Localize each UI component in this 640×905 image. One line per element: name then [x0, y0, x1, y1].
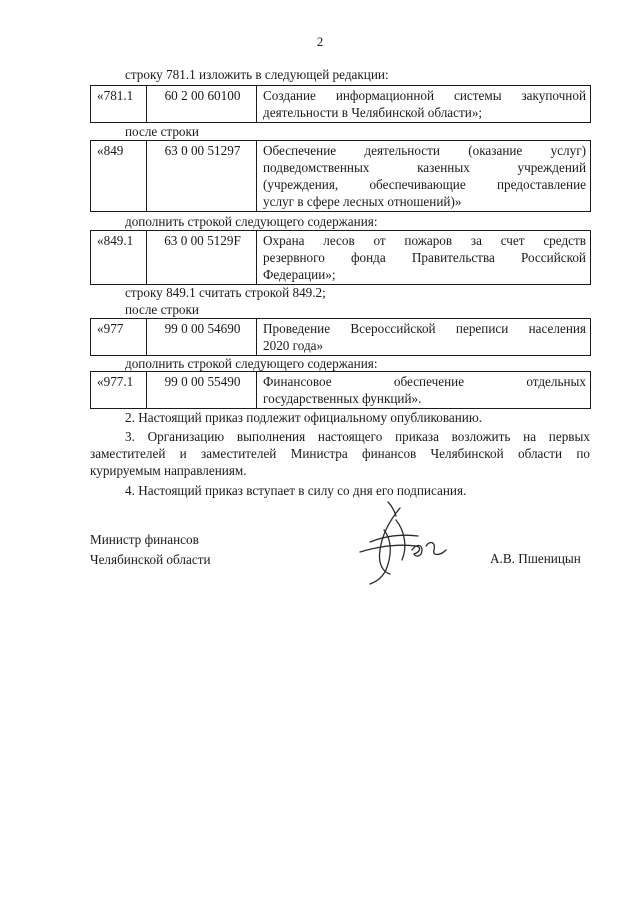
description-line: государственных функций».	[263, 391, 422, 406]
row-code: «781.1	[91, 86, 147, 123]
item-2: 2. Настоящий приказ подлежит официальному опубликованию.	[125, 410, 483, 425]
instruction-781: строку 781.1 изложить в следующей редакции:	[125, 67, 389, 82]
description-line: Федерации»;	[263, 267, 336, 282]
description-line: деятельности в Челябинской области»;	[263, 105, 483, 120]
row-description	[257, 319, 591, 356]
row-code: «849.1	[91, 231, 147, 285]
signature-stroke	[388, 502, 396, 516]
description-line: Обеспечение деятельности (оказание услуг)	[263, 143, 586, 158]
signature-stroke	[412, 546, 422, 557]
row-csr: 63 0 00 5129F	[147, 231, 257, 285]
handwritten-signature	[330, 500, 460, 590]
row-csr: 99 0 00 55490	[147, 372, 257, 409]
row-code: «849	[91, 141, 147, 212]
table-row-977-1	[90, 371, 591, 409]
description-line: 2020 года»	[263, 338, 324, 353]
row-description	[257, 372, 591, 409]
instruction-after-2: после строки	[125, 302, 199, 317]
description-line: услуг в сфере лесных отношений)»	[263, 194, 462, 209]
item-3-line: курируемым направлениям.	[90, 463, 247, 478]
description-line: Создание информационной системы закупочной	[263, 88, 586, 103]
signer-title	[90, 530, 211, 570]
item-3-line: заместителей и заместителей Министра финансов Челябинской области по	[90, 446, 590, 461]
row-csr: 60 2 00 60100	[147, 86, 257, 123]
signature-stroke	[426, 543, 446, 555]
item-3	[90, 428, 590, 479]
signer-title-line: Челябинской области	[90, 552, 211, 567]
instruction-add-1: дополнить строкой следующего содержания:	[125, 214, 378, 229]
table-row-849-1	[90, 230, 591, 285]
instruction-add-2: дополнить строкой следующего содержания:	[125, 356, 378, 371]
row-description	[257, 231, 591, 285]
signature-stroke	[396, 520, 405, 560]
signer-title-line: Министр финансов	[90, 532, 199, 547]
item-4: 4. Настоящий приказ вступает в силу со дня его подписания.	[125, 483, 467, 498]
description-line: (учреждения, обеспечивающие предоставление	[263, 177, 586, 192]
table-row-849	[90, 140, 591, 212]
description-line: Охрана лесов от пожаров за счет средств	[263, 233, 586, 248]
row-code: «977	[91, 319, 147, 356]
row-code: «977.1	[91, 372, 147, 409]
row-csr: 99 0 00 54690	[147, 319, 257, 356]
table-row-781-1	[90, 85, 591, 123]
signature-stroke	[370, 535, 418, 542]
description-line: резервного фонда Правительства Российской	[263, 250, 586, 265]
instruction-renumber: строку 849.1 считать строкой 849.2;	[125, 285, 326, 300]
table-row-977	[90, 318, 591, 356]
description-line: Финансовое обеспечение отдельных	[263, 374, 586, 389]
description-line: Проведение Всероссийской переписи населения	[263, 321, 586, 336]
item-3-line: 3. Организацию выполнения настоящего приказа возложить на первых	[125, 429, 590, 444]
page-number: 2	[316, 34, 324, 49]
description-line: подведомственных казенных учреждений	[263, 160, 586, 175]
row-csr: 63 0 00 51297	[147, 141, 257, 212]
row-description	[257, 86, 591, 123]
row-description	[257, 141, 591, 212]
signer-name: А.В. Пшеницын	[490, 551, 581, 566]
instruction-after-1: после строки	[125, 124, 199, 139]
